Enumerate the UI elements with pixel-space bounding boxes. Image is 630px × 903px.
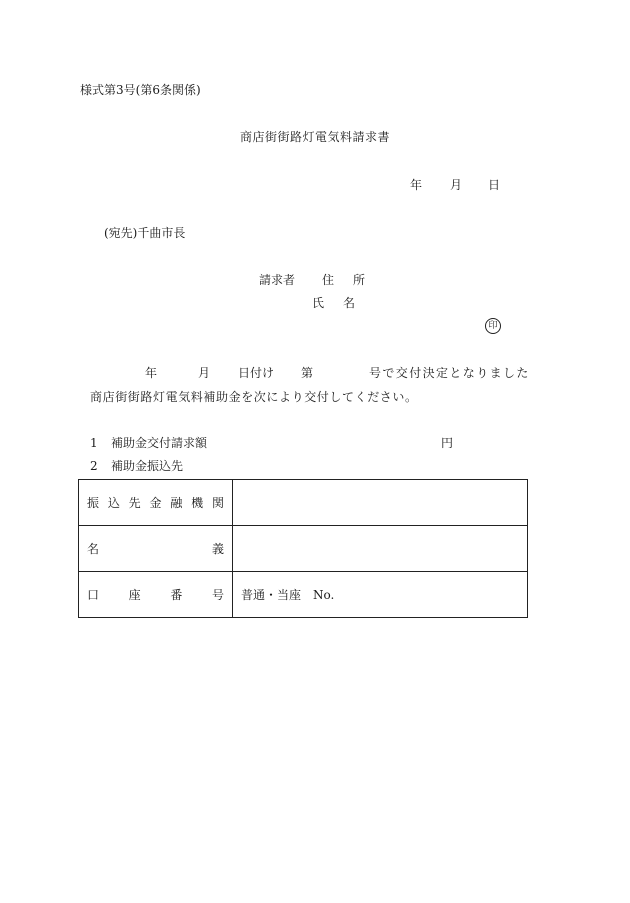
date-month-label: 月 xyxy=(450,178,463,192)
body-decision-text: 号で交付決定となりました xyxy=(369,366,530,380)
item-label: 補助金交付請求額 xyxy=(111,436,208,450)
item-number: 2 xyxy=(90,459,98,473)
address-label: 住所 xyxy=(322,273,385,287)
name-label: 氏名 xyxy=(312,296,375,310)
body-year: 年 xyxy=(145,366,158,380)
body-line-2: 商店街街路灯電気料補助金を次により交付してください。 xyxy=(90,390,418,404)
date-day-label: 日 xyxy=(488,178,501,192)
label-char: 振 xyxy=(87,496,100,510)
label-char: 名 xyxy=(87,542,100,556)
table-row xyxy=(79,572,528,618)
label-char: 先 xyxy=(128,496,141,510)
label-char: 義 xyxy=(211,542,224,556)
bank-value-cell[interactable] xyxy=(233,480,528,526)
label-char: 込 xyxy=(107,496,120,510)
label-char: 融 xyxy=(170,496,183,510)
addressee: (宛先)千曲市長 xyxy=(104,226,186,240)
requester-label: 請求者 xyxy=(259,273,296,287)
seal-mark: 印 xyxy=(485,318,501,334)
body-day: 日付け xyxy=(238,366,275,380)
label-char: 金 xyxy=(149,496,162,510)
date-year-label: 年 xyxy=(410,178,423,192)
account-holder-value-cell[interactable] xyxy=(233,526,528,572)
form-number: 様式第3号(第6条関係) xyxy=(80,83,201,97)
label-char: 番 xyxy=(170,588,183,602)
account-number-value-cell[interactable]: 普通・当座 No. xyxy=(233,572,528,618)
label-char: 口 xyxy=(87,588,100,602)
body-number-prefix: 第 xyxy=(301,366,314,380)
label-char: 号 xyxy=(211,588,224,602)
item-number: 1 xyxy=(90,436,98,450)
body-line-1 xyxy=(0,367,630,381)
label-char: 座 xyxy=(128,588,141,602)
yen-unit: 円 xyxy=(441,436,454,450)
body-month: 月 xyxy=(198,366,211,380)
table-row xyxy=(79,480,528,526)
bank-label-cell xyxy=(79,480,233,526)
label-char: 機 xyxy=(191,496,204,510)
label-char: 関 xyxy=(211,496,224,510)
table-row xyxy=(79,526,528,572)
document-title: 商店街街路灯電気料請求書 xyxy=(239,130,390,144)
bank-info-table xyxy=(78,479,528,618)
account-holder-label-cell xyxy=(79,526,233,572)
account-number-label-cell xyxy=(79,572,233,618)
item-label: 補助金振込先 xyxy=(111,459,184,473)
